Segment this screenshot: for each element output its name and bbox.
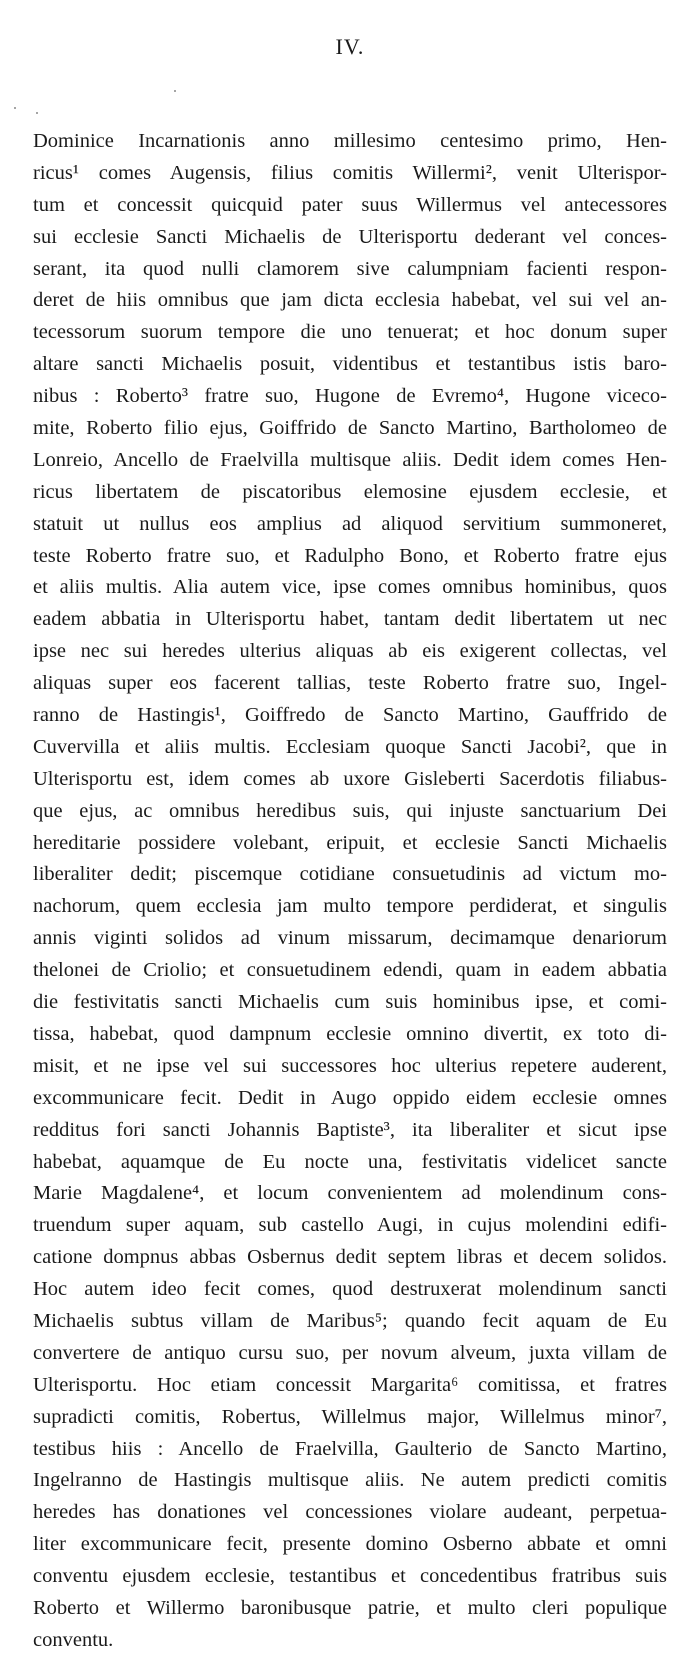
- text-line: hereditarie possidere volebant, eripuit, et ecclesie Sancti Michaelis: [33, 831, 667, 854]
- text-line: truendum super aquam, sub castello Augi, in cujus molendini edifi-: [33, 1214, 667, 1237]
- text-line: supradicti comitis, Robertus, Willelmus major, Willelmus minor⁷,: [33, 1405, 667, 1428]
- text-line: nibus : Roberto³ fratre suo, Hugone de Evremo⁴, Hugone viceco-: [33, 385, 667, 408]
- text-line: mite, Roberto filio ejus, Goiffrido de Sancto Martino, Bartholomeo de: [33, 417, 667, 440]
- print-speck: [14, 107, 16, 109]
- text-line: Lonreio, Ancello de Fraelvilla multisque aliis. Dedit idem comes Hen-: [33, 448, 667, 471]
- text-line: aliquas super eos facerent tallias, teste Roberto fratre suo, Ingel-: [33, 672, 667, 695]
- text-line: liter excommunicare fecit, presente domino Osberno abbate et omni: [33, 1533, 667, 1556]
- text-line: ricus libertatem de piscatoribus elemosine ejusdem ecclesie, et: [33, 480, 667, 503]
- text-line: Michaelis subtus villam de Maribus⁵; quando fecit aquam de Eu: [33, 1309, 667, 1332]
- text-line: Dominice Incarnationis anno millesimo centesimo primo, Hen-: [33, 130, 667, 152]
- text-line: redditus fori sancti Johannis Baptiste³, ita liberaliter et sicut ipse: [33, 1118, 667, 1141]
- text-line: que ejus, ac omnibus heredibus suis, qui injuste sanctuarium Dei: [33, 799, 667, 822]
- text-line: ranno de Hastingis¹, Goiffredo de Sancto Martino, Gauffrido de: [33, 704, 667, 727]
- text-line: deret de hiis omnibus que jam dicta ecclesia habebat, vel sui vel an-: [33, 289, 667, 312]
- text-line: heredes has donationes vel concessiones violare audeant, perpetua-: [33, 1501, 667, 1524]
- text-line: conventu ejusdem ecclesie, testantibus et concedentibus fratribus suis: [33, 1565, 667, 1588]
- text-line: Cuvervilla et aliis multis. Ecclesiam quoque Sancti Jacobi², que in: [33, 735, 667, 758]
- text-line: ricus¹ comes Augensis, filius comitis Willermi², venit Ulterispor-: [33, 161, 667, 184]
- print-speck: [174, 90, 176, 92]
- text-line: tum et concessit quicquid pater suus Willermus vel antecessores: [33, 193, 667, 216]
- text-line: Ulterisportu est, idem comes ab uxore Gisleberti Sacerdotis filiabus-: [33, 767, 667, 790]
- text-line: convertere de antiquo cursu suo, per novum alveum, juxta villam de: [33, 1341, 667, 1364]
- text-line: habebat, aquamque de Eu nocte una, festivitatis videlicet sancte: [33, 1150, 667, 1173]
- text-line: tecessorum suorum tempore die uno tenuerat; et hoc donum super: [33, 321, 667, 344]
- text-line: thelonei de Criolio; et consuetudinem edendi, quam in eadem abbatia: [33, 959, 667, 982]
- text-line: catione dompnus abbas Osbernus dedit septem libras et decem solidos.: [33, 1246, 667, 1269]
- text-line: misit, et ne ipse vel sui successores hoc ulterius repetere auderent,: [33, 1054, 667, 1077]
- text-line: Ulterisportu. Hoc etiam concessit Margarita⁶ comitissa, et fratres: [33, 1373, 667, 1396]
- text-line: tissa, habebat, quod dampnum ecclesie omnino divertit, ex toto di-: [33, 1022, 667, 1045]
- text-line: sui ecclesie Sancti Michaelis de Ulterisportu dederant vel conces-: [33, 225, 667, 248]
- text-line: statuit ut nullus eos amplius ad aliquod servitium summoneret,: [33, 512, 667, 535]
- text-line: nachorum, quem ecclesia jam multo tempore perdiderat, et singulis: [33, 895, 667, 918]
- text-line: Marie Magdalene⁴, et locum convenientem ad molendinum cons-: [33, 1182, 667, 1205]
- text-line: liberaliter dedit; piscemque cotidiane consuetudinis ad victum mo-: [33, 863, 667, 886]
- text-line: et aliis multis. Alia autem vice, ipse comes omnibus hominibus, quos: [33, 576, 667, 599]
- text-line: testibus hiis : Ancello de Fraelvilla, Gaulterio de Sancto Martino,: [33, 1437, 667, 1460]
- section-heading: IV.: [335, 34, 365, 59]
- print-speck: [36, 112, 38, 114]
- charter-text: [33, 126, 667, 1657]
- text-line: serant, ita quod nulli clamorem sive calumpniam facienti respon-: [33, 257, 667, 280]
- text-line: annis viginti solidos ad vinum missarum, decimamque denariorum: [33, 927, 667, 950]
- text-line: teste Roberto fratre suo, et Radulpho Bono, et Roberto fratre ejus: [33, 544, 667, 567]
- text-line: ipse nec sui heredes ulterius aliquas ab eis exigerent collectas, vel: [33, 640, 667, 663]
- text-line: altare sancti Michaelis posuit, videntibus et testantibus istis baro-: [33, 353, 667, 376]
- text-line: Roberto et Willermo baronibusque patrie, et multo cleri populique: [33, 1596, 667, 1619]
- text-line: eadem abbatia in Ulterisportu habet, tantam dedit libertatem ut nec: [33, 608, 667, 631]
- text-line: Hoc autem ideo fecit comes, quod destruxerat molendinum sancti: [33, 1278, 667, 1301]
- text-line: excommunicare fecit. Dedit in Augo oppido eidem ecclesie omnes: [33, 1086, 667, 1109]
- text-line: Ingelranno de Hastingis multisque aliis. Ne autem predicti comitis: [33, 1469, 667, 1492]
- text-line: die festivitatis sancti Michaelis cum suis hominibus ipse, et comi-: [33, 991, 667, 1014]
- text-line: conventu.: [33, 1628, 114, 1651]
